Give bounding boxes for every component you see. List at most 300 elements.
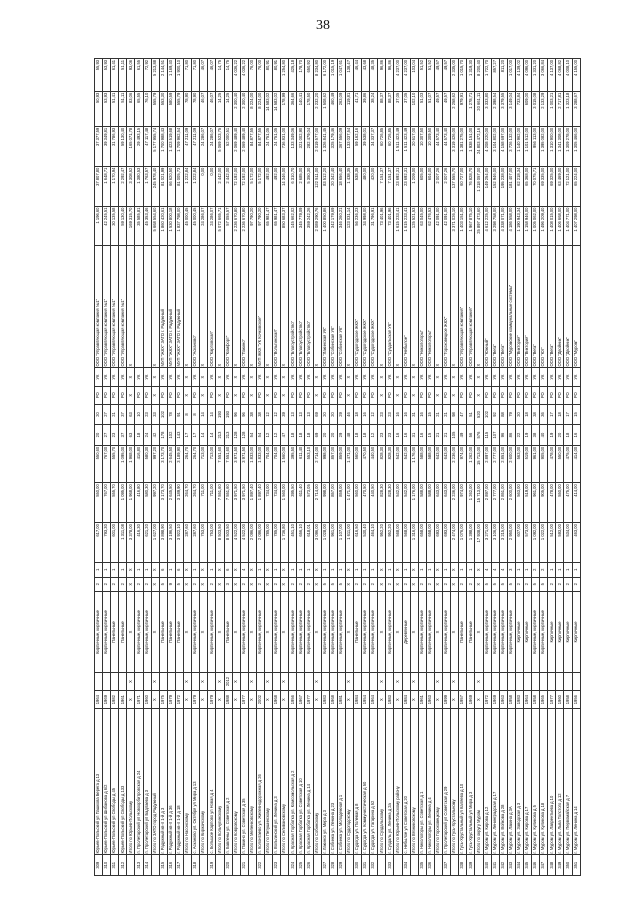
table-cell: 1 309 278,00	[564, 126, 572, 166]
table-cell: РО	[443, 386, 451, 404]
table-cell: 62 218,34	[515, 166, 523, 206]
table-cell: 14,25	[216, 91, 224, 126]
table-cell: УК	[491, 368, 499, 386]
table-cell: 12	[370, 404, 378, 425]
table-cell: 416,80	[135, 445, 143, 482]
table-cell: 56 236,23	[354, 206, 362, 246]
table-cell: X	[345, 386, 353, 404]
table-cell: 1979	[208, 691, 216, 709]
table-cell: Кирпичные, кирпичные	[507, 592, 515, 673]
table-cell: УК	[224, 368, 232, 386]
table-cell: 25 897 473,60	[475, 206, 483, 246]
table-cell: 2 717,81	[556, 91, 564, 126]
table-cell: 2	[135, 577, 143, 592]
table-row	[459, 59, 467, 876]
table-cell: УК	[240, 368, 248, 386]
table-cell: УК	[483, 368, 491, 386]
table-cell: 18	[523, 404, 531, 425]
table-cell: Итого по Гусь-Хрустальному	[451, 709, 459, 855]
table-cell	[119, 672, 127, 690]
table-cell: РО	[192, 386, 200, 404]
table-cell: РО	[289, 386, 297, 404]
table-cell: 47	[459, 404, 467, 425]
table-cell: 65 981,47	[264, 206, 272, 246]
table-cell: 1 022,00	[540, 523, 548, 563]
table-cell: г. Муром ул. Лакина д 3А	[507, 709, 515, 855]
table-cell: 785,00	[264, 523, 272, 563]
table-cell: 2 019 577,00	[313, 126, 321, 166]
table-cell	[305, 672, 313, 690]
table-cell: 5	[159, 577, 167, 592]
table-cell: ООО "Асканово"	[192, 246, 200, 368]
table-row	[467, 59, 475, 876]
table-cell: 15 713,00	[475, 445, 483, 482]
table-cell: РО	[305, 386, 313, 404]
table-cell	[297, 672, 305, 690]
table-cell	[337, 672, 345, 690]
table-cell: 553,10	[305, 445, 313, 482]
table-cell: 1	[564, 563, 572, 578]
table-cell: 1 092,00	[532, 523, 540, 563]
table-cell: 905,00	[540, 483, 548, 523]
table-cell: 6	[224, 563, 232, 578]
table-cell: 1 028,00	[321, 523, 329, 563]
table-cell: 65 368,00	[523, 166, 531, 206]
table-cell: УК	[362, 368, 370, 386]
table-cell: 425,18	[289, 59, 297, 92]
table-cell: УК	[532, 368, 540, 386]
table-cell: 20 342,40	[329, 166, 337, 206]
table-cell: 102	[167, 425, 175, 446]
table-cell: 961,00	[532, 483, 540, 523]
table-cell: ООО "Небылое"	[402, 246, 410, 368]
table-cell: 2	[289, 577, 297, 592]
table-cell: 96	[240, 404, 248, 425]
table-cell: 1969	[491, 691, 499, 709]
table-cell: X	[313, 672, 321, 690]
table-cell: 1 323,18	[564, 91, 572, 126]
table-cell: 5	[321, 577, 329, 592]
table-cell: 416,30	[135, 523, 143, 563]
table-cell: 1 615 233,41	[394, 206, 402, 246]
table-cell: 2 236,00	[451, 445, 459, 482]
table-cell: РО	[224, 386, 232, 404]
table-cell: РО	[256, 386, 264, 404]
table-cell: 13	[297, 404, 305, 425]
table-cell: 7 551,60	[216, 445, 224, 482]
table-cell	[256, 672, 264, 690]
table-cell: 1	[418, 563, 426, 578]
table-row	[483, 59, 491, 876]
table-cell: 10 307,50	[418, 126, 426, 166]
table-cell: 2	[540, 563, 548, 578]
table-cell: РО	[532, 386, 540, 404]
table-cell: Итого по Судогодскому	[345, 709, 353, 855]
table-cell: 1	[556, 563, 564, 578]
table-cell: г. Муром ул. Кирова д 17	[523, 709, 531, 855]
table-cell: ООО "Вега"	[532, 246, 540, 368]
table-cell: 2	[240, 577, 248, 592]
table-cell: 48	[345, 425, 353, 446]
table-cell: 1 381 275,00	[459, 126, 467, 166]
table-cell: РО	[402, 386, 410, 404]
table-cell: 1	[354, 563, 362, 578]
table-cell: 55,93	[95, 59, 103, 92]
table-cell: 480,00	[362, 166, 370, 206]
table-cell: 2 300,40	[232, 91, 240, 126]
table-cell: 1 005 062,00	[532, 206, 540, 246]
table-cell: 2	[418, 577, 426, 592]
subtotal-row	[232, 59, 240, 876]
table-cell: РО	[103, 386, 111, 404]
table-cell: 349	[556, 855, 564, 876]
table-row	[491, 59, 499, 876]
table-cell: 328	[329, 855, 337, 876]
table-cell: 49,57	[443, 91, 451, 126]
table-cell: X	[264, 672, 272, 690]
table-cell: 340	[483, 855, 491, 876]
table-cell	[216, 855, 224, 876]
table-cell	[264, 855, 272, 876]
table-row	[256, 59, 264, 876]
table-cell: 2 442,00	[216, 166, 224, 206]
table-cell: 10 309,50	[426, 126, 434, 166]
table-cell: 44 573,40	[434, 126, 442, 166]
table-cell	[434, 855, 442, 876]
table-cell: 14 346,00	[281, 166, 289, 206]
table-cell: 785,00	[273, 523, 281, 563]
table-cell: 63 469,00	[556, 166, 564, 206]
table-cell: 39 538,01	[362, 126, 370, 166]
table-cell: 20	[515, 404, 523, 425]
table-cell: 1	[402, 563, 410, 578]
table-cell: Итого по Насонскому	[184, 709, 192, 855]
table-cell: 1	[523, 563, 531, 578]
table-cell: 1 158 946,00	[523, 206, 531, 246]
table-cell: 711,00	[200, 483, 208, 523]
table-cell: 693,00	[434, 523, 442, 563]
table-cell: 857,27	[491, 59, 499, 92]
table-cell: 2012	[224, 672, 232, 690]
table-cell: 123 031,14	[345, 206, 353, 246]
table-cell: 713,00	[208, 445, 216, 482]
table-cell: 734,00	[264, 483, 272, 523]
table-cell: 3 066,84	[540, 59, 548, 92]
table-cell: 2	[111, 577, 119, 592]
table-cell: 45 000,45	[184, 206, 192, 246]
table-cell: 573,00	[523, 523, 531, 563]
table-cell: 857,00	[329, 445, 337, 482]
subtotal-row	[248, 59, 256, 876]
table-cell: 555,70	[111, 445, 119, 482]
table-cell: 8 503,50	[224, 523, 232, 563]
table-cell: ООО "Вега"	[499, 246, 507, 368]
table-cell: 165 071,78	[127, 126, 135, 166]
table-cell: 19	[548, 425, 556, 446]
table-cell: 29	[337, 404, 345, 425]
table-cell: 2 474,00	[451, 523, 459, 563]
table-cell: УК	[572, 368, 580, 386]
table-cell: 39 349,81	[103, 126, 111, 166]
table-cell: ООО "Пакино"	[240, 246, 248, 368]
table-cell: УК	[386, 368, 394, 386]
table-cell: РО	[491, 386, 499, 404]
table-cell: 193	[224, 404, 232, 425]
table-cell	[548, 672, 556, 690]
table-cell: 51,03	[418, 91, 426, 126]
table-cell: 63	[127, 425, 135, 446]
table-cell: 18	[362, 425, 370, 446]
table-cell: ООО "Суздальская УК"	[386, 246, 394, 368]
table-cell: 414,00	[572, 445, 580, 482]
table-cell: 1983	[321, 691, 329, 709]
table-cell: 10	[135, 404, 143, 425]
table-cell: УК	[467, 368, 475, 386]
table-cell: РО	[159, 386, 167, 404]
table-cell: Итого по Меленковскому	[248, 709, 256, 855]
table-cell: 733,84	[515, 91, 523, 126]
table-cell: 31 796,91	[370, 206, 378, 246]
table-cell: 1 196,60	[95, 206, 103, 246]
table-cell: X	[394, 577, 402, 592]
table-cell: 65 224,00	[572, 166, 580, 206]
table-cell: 23	[143, 404, 151, 425]
table-cell: X	[281, 672, 289, 690]
table-cell: 149 254,00	[483, 166, 491, 206]
table-cell: 97 790,20	[256, 206, 264, 246]
table-cell: 3	[507, 563, 515, 578]
table-cell: 19	[523, 425, 531, 446]
table-row	[305, 59, 313, 876]
table-cell: ООО "Управляющая компания №1"	[103, 246, 111, 368]
table-cell: 5	[337, 577, 345, 592]
table-cell: X	[434, 672, 442, 690]
table-cell: Кирпичные, кирпичные	[135, 592, 143, 673]
table-cell: ООО "Управляющая компания №1"	[95, 246, 103, 368]
table-cell: Кирпичные, кирпичные	[499, 592, 507, 673]
table-cell: 1 176,00	[410, 445, 418, 482]
table-cell	[426, 672, 434, 690]
table-cell: 1	[426, 563, 434, 578]
table-cell: 14	[200, 425, 208, 446]
table-cell: 24 286,07	[208, 206, 216, 246]
table-cell: 767,00	[103, 445, 111, 482]
table-cell: УК	[499, 368, 507, 386]
table-cell: 5	[540, 577, 548, 592]
table-cell: 850 683,37	[281, 206, 289, 246]
table-cell: 1 176,00	[410, 483, 418, 523]
table-cell: 20	[556, 425, 564, 446]
table-cell: 1964	[95, 691, 103, 709]
table-cell: ООО "Вега"	[548, 246, 556, 368]
table-cell: МУП "ЖКХ" ЗАТО г. Радужный	[167, 246, 175, 368]
table-cell: 1 700 988,43	[159, 126, 167, 166]
table-cell: г. Муром ул. Куликова д 5	[532, 709, 540, 855]
table-cell: 122 511,00	[313, 166, 321, 206]
table-cell: 7 551,60	[224, 445, 232, 482]
table-cell: 91	[175, 404, 183, 425]
table-cell: X	[281, 592, 289, 673]
table-cell: 1 190 943,34	[515, 206, 523, 246]
table-cell: ООО "Управляющая компания №1"	[119, 246, 127, 368]
table-cell: 97 790,20	[248, 206, 256, 246]
table-cell: 1 763,57	[143, 166, 151, 206]
table-cell: 18	[556, 404, 564, 425]
table-row	[370, 59, 378, 876]
table-cell: п. Никологоры ул. Ленина д 4	[426, 709, 434, 855]
table-cell: 1965	[540, 691, 548, 709]
table-cell: 3 288,67	[572, 91, 580, 126]
table-cell: 9	[167, 577, 175, 592]
table-cell: 47	[281, 425, 289, 446]
table-row	[426, 59, 434, 876]
table-cell: РО	[540, 386, 548, 404]
table-cell: 542,00	[402, 483, 410, 523]
table-cell	[443, 672, 451, 690]
table-cell: 12	[273, 425, 281, 446]
table-cell: 3 015,08	[532, 91, 540, 126]
table-cell: 63	[127, 404, 135, 425]
table-cell: 956 113,00	[532, 126, 540, 166]
table-cell: 553,30	[159, 91, 167, 126]
table-cell: 1 897,40	[248, 483, 256, 523]
table-cell: 1958	[532, 691, 540, 709]
table-cell: X	[232, 563, 240, 578]
table-cell: 17	[564, 404, 572, 425]
table-cell: X	[232, 386, 240, 404]
table-cell: X	[410, 691, 418, 709]
table-cell: г. Муром ул. Заводская д 3	[515, 709, 523, 855]
table-cell: 14	[208, 425, 216, 446]
table-row	[572, 59, 580, 876]
table-cell: п. Пролетарский ул Советская д 29	[443, 709, 451, 855]
table-cell: 650,92	[305, 59, 313, 92]
table-cell: 264,70	[184, 483, 192, 523]
table-cell: 14,75	[224, 59, 232, 92]
table-cell: 2	[208, 577, 216, 592]
table-cell: 20 661,11	[475, 91, 483, 126]
table-cell: 336	[426, 855, 434, 876]
table-cell: 327	[321, 855, 329, 876]
table-cell: 20	[321, 425, 329, 446]
table-cell: 46,07	[200, 91, 208, 126]
table-cell: УК	[337, 368, 345, 386]
table-cell: 20	[321, 404, 329, 425]
table-cell: 7 151,37	[378, 166, 386, 206]
table-cell: ООО "Вега"	[491, 246, 499, 368]
table-row	[135, 59, 143, 876]
table-cell: X	[410, 368, 418, 386]
table-cell: 1 833,00	[248, 445, 256, 482]
table-cell: 618,01	[305, 523, 313, 563]
table-cell: X	[248, 592, 256, 673]
table-cell: 76 828,70	[467, 166, 475, 206]
table-cell: 128	[240, 425, 248, 446]
table-cell: X	[151, 246, 159, 368]
table-cell: Кирпичные, кирпичные	[540, 592, 548, 673]
table-cell: 12	[264, 404, 272, 425]
table-cell: X	[151, 592, 159, 673]
table-cell: 2 777,00	[491, 445, 499, 482]
table-cell: 45 000,45	[192, 206, 200, 246]
table-cell: г. Муром ул. Куликова д 18	[540, 709, 548, 855]
table-row	[143, 59, 151, 876]
table-cell	[151, 855, 159, 876]
table-cell: X	[451, 386, 459, 404]
table-cell: УК	[143, 368, 151, 386]
table-cell: 1958	[507, 691, 515, 709]
table-cell: 2	[273, 577, 281, 592]
subtotal-row	[200, 59, 208, 876]
table-cell: УК	[175, 368, 183, 386]
table-cell: X	[394, 563, 402, 578]
subtotal-row	[184, 59, 192, 876]
table-cell: 20	[95, 404, 103, 425]
table-cell: 193	[216, 404, 224, 425]
table-cell: Итого по Кольчугинскому	[216, 709, 224, 855]
table-cell: 3 189,90	[175, 483, 183, 523]
table-cell	[167, 672, 175, 690]
table-cell: 38	[532, 404, 540, 425]
table-cell	[378, 855, 386, 876]
table-cell: 1 380,53	[135, 166, 143, 206]
table-cell: 332	[370, 855, 378, 876]
table-cell: 314	[143, 855, 151, 876]
table-cell: 47 117,48	[143, 126, 151, 166]
table-cell: 1 305 466,00	[572, 126, 580, 166]
table-cell: 2 685,00	[297, 166, 305, 206]
table-cell: 44 573,40	[443, 126, 451, 166]
table-cell: 1971	[135, 691, 143, 709]
table-cell: X	[313, 246, 321, 368]
table-cell: X	[248, 563, 256, 578]
table-cell: 1956	[289, 691, 297, 709]
table-cell: 5	[499, 577, 507, 592]
table-cell: 492,00	[273, 166, 281, 206]
table-cell: 317	[175, 855, 183, 876]
table-cell: X	[475, 672, 483, 690]
table-cell: 2	[119, 577, 127, 592]
table-cell: 24 286,07	[200, 206, 208, 246]
table-cell: 38,24	[370, 91, 378, 126]
table-cell: 72 192,00	[240, 166, 248, 206]
table-cell: 66 620,50	[167, 166, 175, 206]
table-cell: 1 407 298,00	[572, 206, 580, 246]
table-cell: 264,70	[184, 445, 192, 482]
table-cell: 601,00	[111, 523, 119, 563]
table-cell: Кирпичные, кирпичные	[532, 592, 540, 673]
table-cell	[362, 672, 370, 690]
table-cell: X	[127, 691, 135, 709]
table-cell	[175, 672, 183, 690]
table-cell: X	[313, 592, 321, 673]
subtotal-row	[127, 59, 135, 876]
table-cell: X	[232, 577, 240, 592]
table-row	[515, 59, 523, 876]
table-cell: 8 234,80	[313, 59, 321, 92]
subtotal-row	[281, 59, 289, 876]
table-cell: X	[151, 563, 159, 578]
table-cell: 21	[111, 404, 119, 425]
table-cell: 563,00	[515, 483, 523, 523]
table-cell: 1 107,00	[337, 523, 345, 563]
table-cell	[143, 672, 151, 690]
table-cell: п. Бавлены ул. Советская д 2	[224, 709, 232, 855]
table-cell: ООО "Двойник"	[564, 246, 572, 368]
table-cell: 2 236,00	[451, 483, 459, 523]
table-cell: 617,00	[95, 523, 103, 563]
table-cell: 59 130,40	[119, 206, 127, 246]
